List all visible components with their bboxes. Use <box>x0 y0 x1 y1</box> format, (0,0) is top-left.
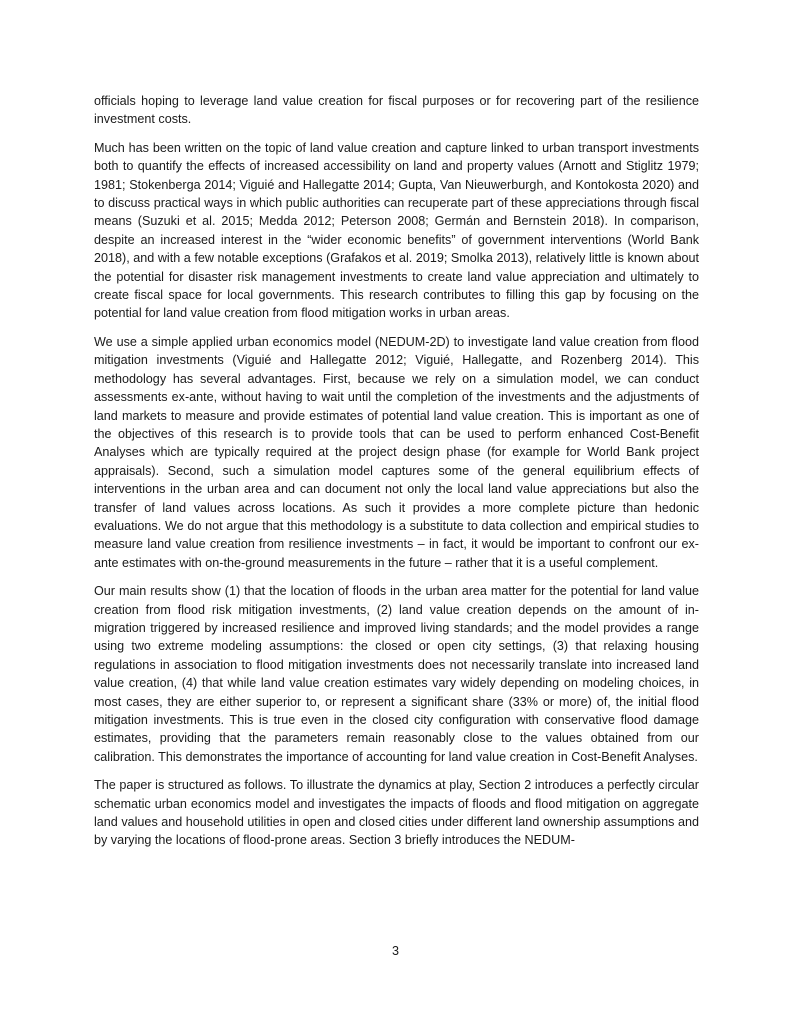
body-text <box>94 92 699 860</box>
paragraph-main-results: Our main results show (1) that the location of floods in the urban area matter for the potential for land value creation from flood risk mitigation investments, (2) land value creation depends on the amount of in-migration triggered by increased resilience and improved living standards; and the model provides a range using two extreme modeling assumptions: the closed or open city settings, (3) that relaxing housing regulations in association to flood mitigation investments does not necessarily translate into increased land value creation, (4) that while land value creation estimates vary widely depending on modeling choices, in most cases, they are either superior to, or represent a significant share (33% or more) of, the initial flood mitigation investments. This is true even in the closed city configuration with conservative flood damage estimates, providing that the parameters remain reasonably close to the values obtained from our calibration. This demonstrates the importance of accounting for land value creation in Cost-Benefit Analyses. <box>94 584 699 764</box>
paragraph-methodology: We use a simple applied urban economics model (NEDUM-2D) to investigate land value creation from flood mitigation investments (Viguié and Hallegatte 2012; Viguié, Hallegatte, and Rozenberg 2014). This methodology has several advantages. First, because we rely on a simulation model, we can conduct assessments ex-ante, without having to wait until the completion of the investments and the adjustments of land markets to measure and provide estimates of potential land value creation. This is important as one of the objectives of this research is to provide tools that can be used to perform enhanced Cost-Benefit Analyses which are typically required at the project design phase (for example for World Bank project appraisals). Second, such a simulation model captures some of the general equilibrium effects of interventions in the urban area and can document not only the local land value appreciations but also the transfer of land values across locations. As such it provides a more complete picture than hedonic evaluations. We do not argue that this methodology is a substitute to data collection and empirical studies to measure land value creation from resilience investments – in fact, it would be important to confront our ex-ante estimates with on-the-ground measurements in the future – rather that it is a useful complement. <box>94 334 699 570</box>
paragraph-literature-review: Much has been written on the topic of land value creation and capture linked to urban transport investments both to quantify the effects of increased accessibility on land and property values (Arnott and Stiglitz 1979; 1981; Stokenberga 2014; Viguié and Hallegatte 2014; Gupta, Van Nieuwerburgh, and Kontokosta 2020) and to discuss practical ways in which public authorities can recuperate part of these appreciations through fiscal means (Suzuki et al. 2015; Medda 2012; Peterson 2008; Germán and Bernstein 2018). In comparison, despite an increased interest in the “wider economic benefits” of government interventions (World Bank 2018), and with a few notable exceptions (Grafakos et al. 2019; Smolka 2013), relatively little is known about the potential for disaster risk management investments to create land value appreciation and ultimately to create fiscal space for local governments. This research contributes to filling this gap by focusing on the potential for land value creation from flood mitigation works in urban areas. <box>94 140 699 321</box>
paragraph-continuation: officials hoping to leverage land value creation for fiscal purposes or for recovering part of the resilience investment costs. <box>94 94 699 127</box>
page-number: 3 <box>391 944 399 958</box>
paragraph-structure: The paper is structured as follows. To illustrate the dynamics at play, Section 2 introduces a perfectly circular schematic urban economics model and investigates the impacts of floods and flood mitigation on aggregate land values and household utilities in open and closed cities under different land ownership assumptions and by varying the locations of flood-prone areas. Section 3 briefly introduces the NEDUM- <box>94 778 699 848</box>
